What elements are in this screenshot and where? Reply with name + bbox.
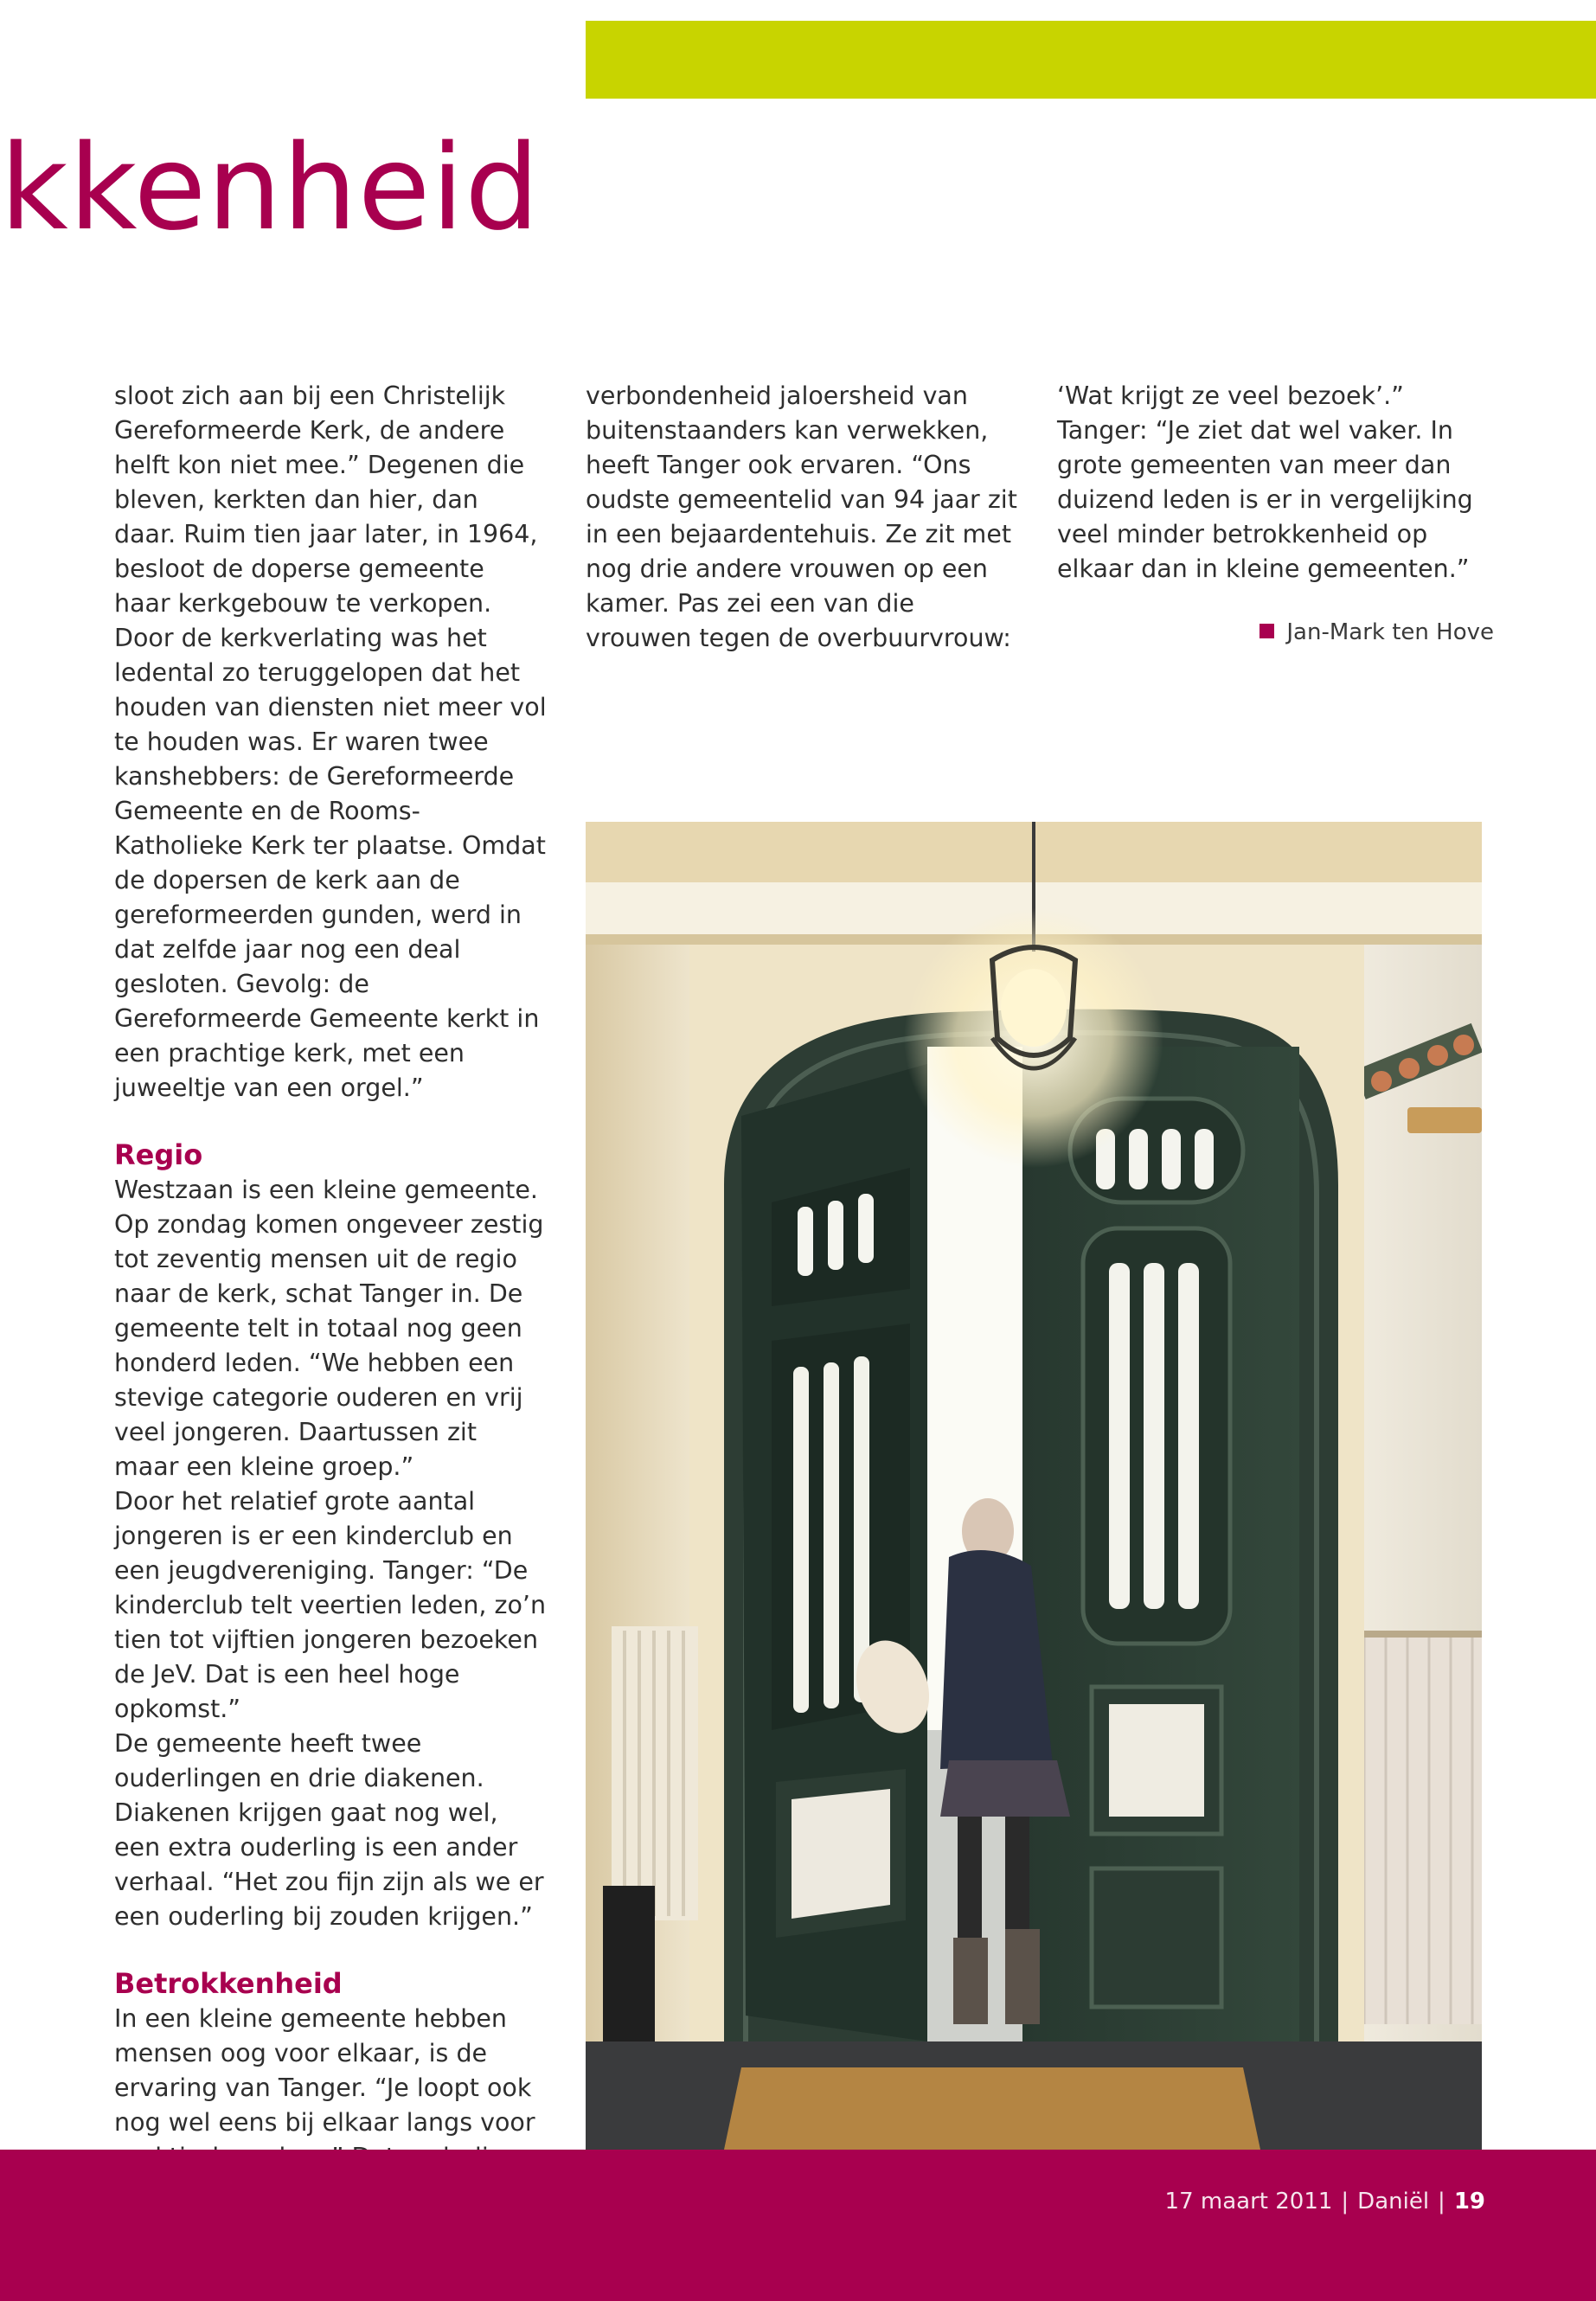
author-byline: [1057, 618, 1494, 647]
article-photo-church-entrance: [586, 822, 1482, 2150]
article-paragraph: Westzaan is een kleine gemeente. Op zondag komen ongeveer zestig tot zeventig mensen uit de regio naar de kerk, schat Tanger in. De gemeente telt in totaal nog geen honderd leden. “We hebben een stevige categorie ouderen en vrij veel jongeren. Daartussen zit maar een kleine groep.”: [114, 1176, 544, 1481]
page-number: 19: [1453, 2189, 1485, 2214]
magazine-name: Daniël: [1357, 2189, 1430, 2214]
footer-info: [1165, 2187, 1485, 2216]
section-heading-betrokkenheid: Betrokkenheid: [114, 1967, 343, 2000]
section-heading-regio: Regio: [114, 1138, 203, 1171]
issue-date: 17 maart 2011: [1164, 2189, 1333, 2214]
footer-separator: |: [1341, 2189, 1349, 2214]
footer-bar: [0, 2150, 1596, 2301]
article-column-3: [1057, 379, 1494, 647]
page-headline: kkenheid: [0, 120, 541, 257]
photo-illustration: [586, 822, 1482, 2150]
article-paragraph: sloot zich aan bij een Christelijk Gereformeerde Kerk, de andere helft kon niet mee.” Degenen die bleven, kerkten dan hier, dan daar. Ruim tien jaar later, in 1964, besloot de doperse gemeente haar kerkgebouw te verkopen. Door de kerkverlating was het ledental zo teruggelopen dat het houden van diensten niet meer vol te houden was. Er waren twee kanshebbers: de Gereformeerde Gemeente en de Rooms-Katholieke Kerk ter plaatse. Omdat de dopersen de kerk aan de gereformeerden gunden, werd in dat zelfde jaar nog een deal gesloten. Gevolg: de Gereformeerde Gemeente kerkt in een prachtige kerk, met een juweeltje van een orgel.”: [114, 381, 547, 1102]
article-paragraph: ‘Wat krijgt ze veel bezoek’.” Tanger: “Je ziet dat wel vaker. In grote gemeenten van meer dan duizend leden is er in vergelijking veel minder betrokkenheid op elkaar dan in kleine gemeenten.”: [1057, 381, 1473, 583]
footer-separator: |: [1438, 2189, 1445, 2214]
article-paragraph: De gemeente heeft twee ouderlingen en drie diakenen. Diakenen krijgen gaat nog wel, een extra ouderling is een ander verhaal. “Het zou fijn zijn als we er een ouderling bij zouden krijgen.”: [114, 1729, 544, 1931]
article-paragraph: Door het relatief grote aantal jongeren is er een kinderclub en een jeugdvereniging. Tanger: “De kinderclub telt veertien leden, zo’n tien tot vijftien jongeren bezoeken de JeV. Dat is een heel hoge opkomst.”: [114, 1487, 547, 1723]
article-paragraph: verbondenheid jaloersheid van buitenstaanders kan verwekken, heeft Tanger ook ervaren. “Ons oudste gemeentelid van 94 jaar zit in een bejaardentehuis. Ze zit met nog drie andere vrouwen op een kamer. Pas zei een van die vrouwen tegen de overbuurvrouw:: [586, 381, 1017, 652]
article-column-1: [114, 379, 547, 2175]
top-accent-bar: [586, 21, 1596, 99]
byline-square-icon: [1259, 624, 1274, 638]
article-paragraph: In een kleine gemeente hebben mensen oog voor elkaar, is de ervaring van Tanger. “Je loopt ook nog wel eens bij elkaar langs voor: [114, 2004, 535, 2137]
author-name: Jan-Mark ten Hove: [1286, 619, 1494, 645]
article-column-2: [586, 379, 1022, 656]
